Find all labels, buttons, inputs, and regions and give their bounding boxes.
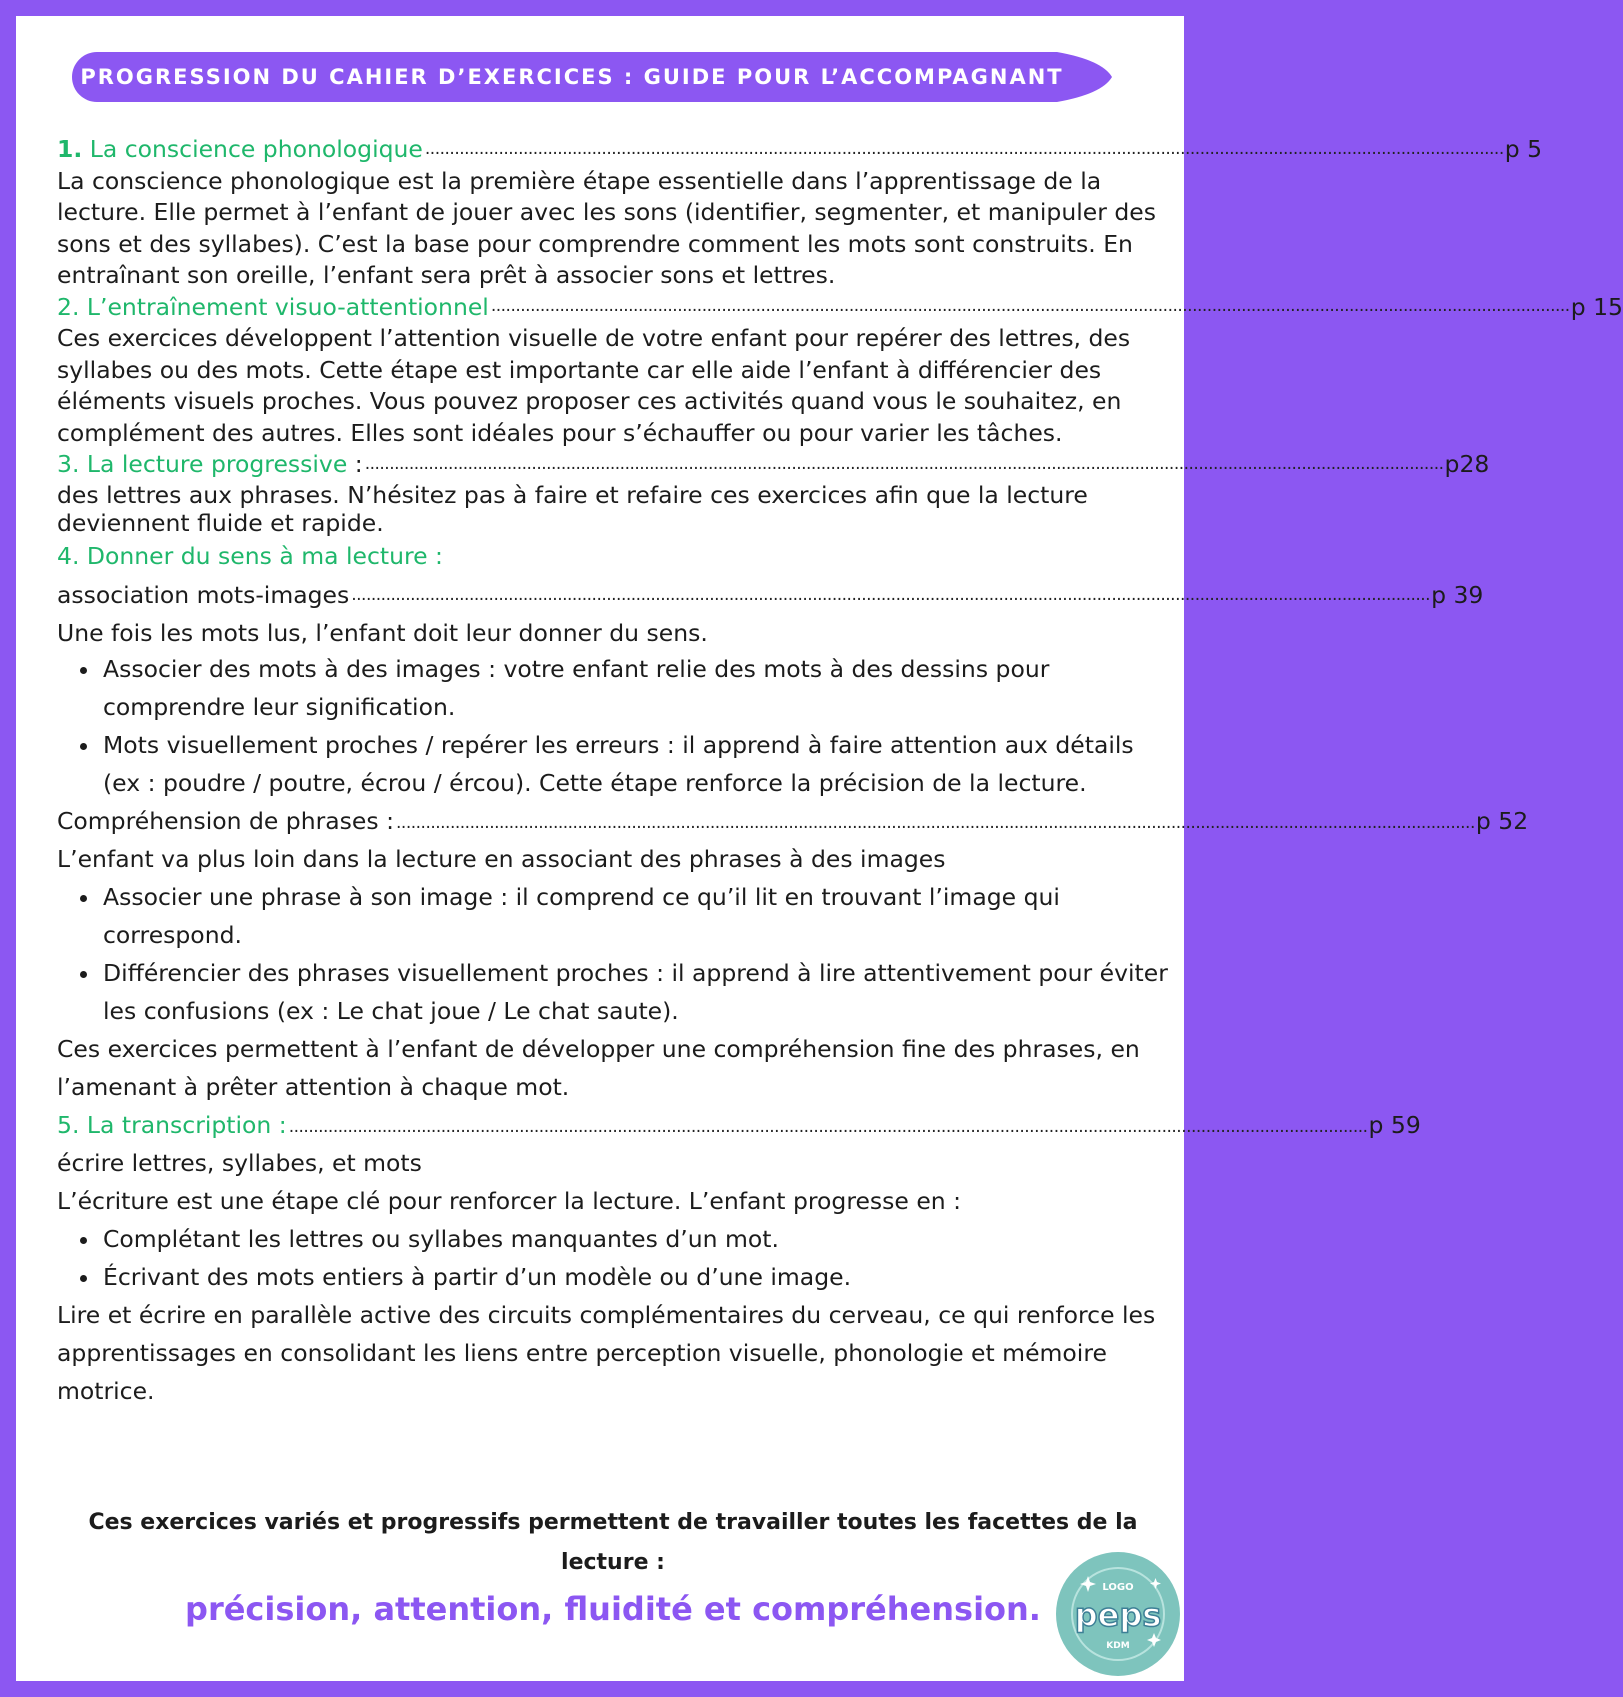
section-4a-intro: Une fois les mots lus, l’enfant doit leur donner du sens. <box>57 618 708 647</box>
page <box>16 16 1623 1681</box>
section-2-page: p 15 <box>1570 292 1623 321</box>
closing-highlight: précision, attention, fluidité et compréhension. <box>185 1590 1041 1628</box>
leader-dots: ............................................................................................................................................................................................................................ <box>351 584 1431 605</box>
toc-line-4a <box>57 580 1484 612</box>
list-item: • Complétant les lettres ou syllabes manquantes d’un mot. <box>101 1220 1177 1258</box>
toc-line-1 <box>57 134 1543 166</box>
section-3-title: 3. La lecture progressive <box>57 450 348 478</box>
section-4-outro: Ces exercices permettent à l’enfant de développer une compréhension fine des phrases, en l’amenant à prêter attention à chaque mot. <box>57 1034 1140 1101</box>
section-3-page: p28 <box>1444 450 1490 478</box>
banner-title: PROGRESSION DU CAHIER D’EXERCICES : GUIDE POUR L’ACCOMPAGNANT <box>80 65 1064 89</box>
section-4b-title: Compréhension de phrases : <box>57 806 395 835</box>
leader-dots: ............................................................................................................................................................................................................................ <box>364 453 1444 474</box>
logo-top-text: LOGO <box>1102 1582 1134 1593</box>
guide-content <box>57 134 1623 1410</box>
list-item: • Mots visuellement proches / repérer les erreurs : il apprend à faire attention aux détails (ex : poudre / poutre, écrou / ércou). Cette étape renforce la précision de la lecture. <box>101 726 1177 802</box>
section-2-text: Ces exercices développent l’attention visuelle de votre enfant pour repérer des lettres, des syllabes ou des mots. Cette étape est importante car elle aide l’enfant à différencier des éléments visuels proches. Vous pouvez proposer ces activités quand vous le souhaitez, en complément des autres. Elles sont idéales pour s’échauffer ou pour varier les tâches. <box>57 324 1131 447</box>
section-5-list <box>57 1220 1177 1296</box>
section-4b-intro: L’enfant va plus loin dans la lecture en associant des phrases à des images <box>57 844 946 873</box>
section-3-heading <box>57 449 363 481</box>
section-1-page: p 5 <box>1504 135 1543 163</box>
section-4-title: 4. Donner du sens à ma lecture : <box>57 541 443 570</box>
section-4b-list <box>57 878 1177 1030</box>
section-5-title: 5. La transcription : <box>57 1110 287 1139</box>
section-1-heading <box>57 134 423 166</box>
section-3-suffix: : <box>347 450 363 478</box>
section-4a-list <box>57 650 1177 802</box>
section-5-page: p 59 <box>1368 1110 1421 1139</box>
section-5-outro: Lire et écrire en parallèle active des circuits complémentaires du cerveau, ce qui renforce les apprentissages en consolidant les liens entre perception visuelle, phonologie et mémoire motrice. <box>57 1300 1156 1405</box>
section-4a-title: association mots-images <box>57 581 350 609</box>
toc-line-4b <box>57 802 1529 840</box>
toc-line-2 <box>57 292 1623 324</box>
section-2-title: 2. L’entraînement visuo-attentionnel <box>57 292 489 321</box>
section-5-intro: L’écriture est une étape clé pour renforcer la lecture. L’enfant progresse en : <box>57 1186 962 1215</box>
section-1-number: 1. <box>57 135 83 163</box>
logo-bottom-text: KDM <box>1106 1641 1130 1651</box>
section-5-subtitle: écrire lettres, syllabes, et mots <box>57 1148 422 1177</box>
peps-logo <box>1056 1552 1180 1676</box>
leader-dots: ............................................................................................................................................................................................................................ <box>396 812 1475 833</box>
title-banner <box>72 52 1112 102</box>
logo-badge <box>1056 1552 1180 1676</box>
leader-dots: ............................................................................................................................................................................................................................ <box>424 138 1504 159</box>
toc-line-5 <box>57 1106 1421 1144</box>
section-3-text: des lettres aux phrases. N’hésitez pas à faire et refaire ces exercices afin que la lecture deviennent fluide et rapide. <box>57 480 1088 537</box>
list-item: • Écrivant des mots entiers à partir d’un modèle ou d’une image. <box>101 1258 1177 1296</box>
list-item: • Associer une phrase à son image : il comprend ce qu’il lit en trouvant l’image qui correspond. <box>101 878 1177 954</box>
list-item: • Différencier des phrases visuellement proches : il apprend à lire attentivement pour éviter les confusions (ex : Le chat joue / Le chat saute). <box>101 954 1177 1030</box>
section-4a-page: p 39 <box>1431 581 1484 609</box>
leader-dots: ............................................................................................................................................................................................................................ <box>490 296 1570 316</box>
leader-dots: ............................................................................................................................................................................................................................ <box>288 1116 1368 1137</box>
list-item: • Associer des mots à des images : votre enfant relie des mots à des dessins pour comprendre leur signification. <box>101 650 1177 726</box>
toc-line-3 <box>57 449 1490 481</box>
section-1-title: La conscience phonologique <box>82 135 423 163</box>
section-4b-page: p 52 <box>1475 806 1529 835</box>
section-1-text: La conscience phonologique est la première étape essentielle dans l’apprentissage de la lecture. Elle permet à l’enfant de jouer avec les sons (identifier, segmenter, et manipuler des sons et des syllabes). C’est la base pour comprendre comment les mots sont construits. En entraînant son oreille, l’enfant sera prêt à associer sons et lettres. <box>57 166 1156 289</box>
logo-main-text: peps <box>1074 1596 1162 1634</box>
closing-statement: Ces exercices variés et progressifs permettent de travailler toutes les facettes de la lecture : <box>88 1510 1138 1575</box>
